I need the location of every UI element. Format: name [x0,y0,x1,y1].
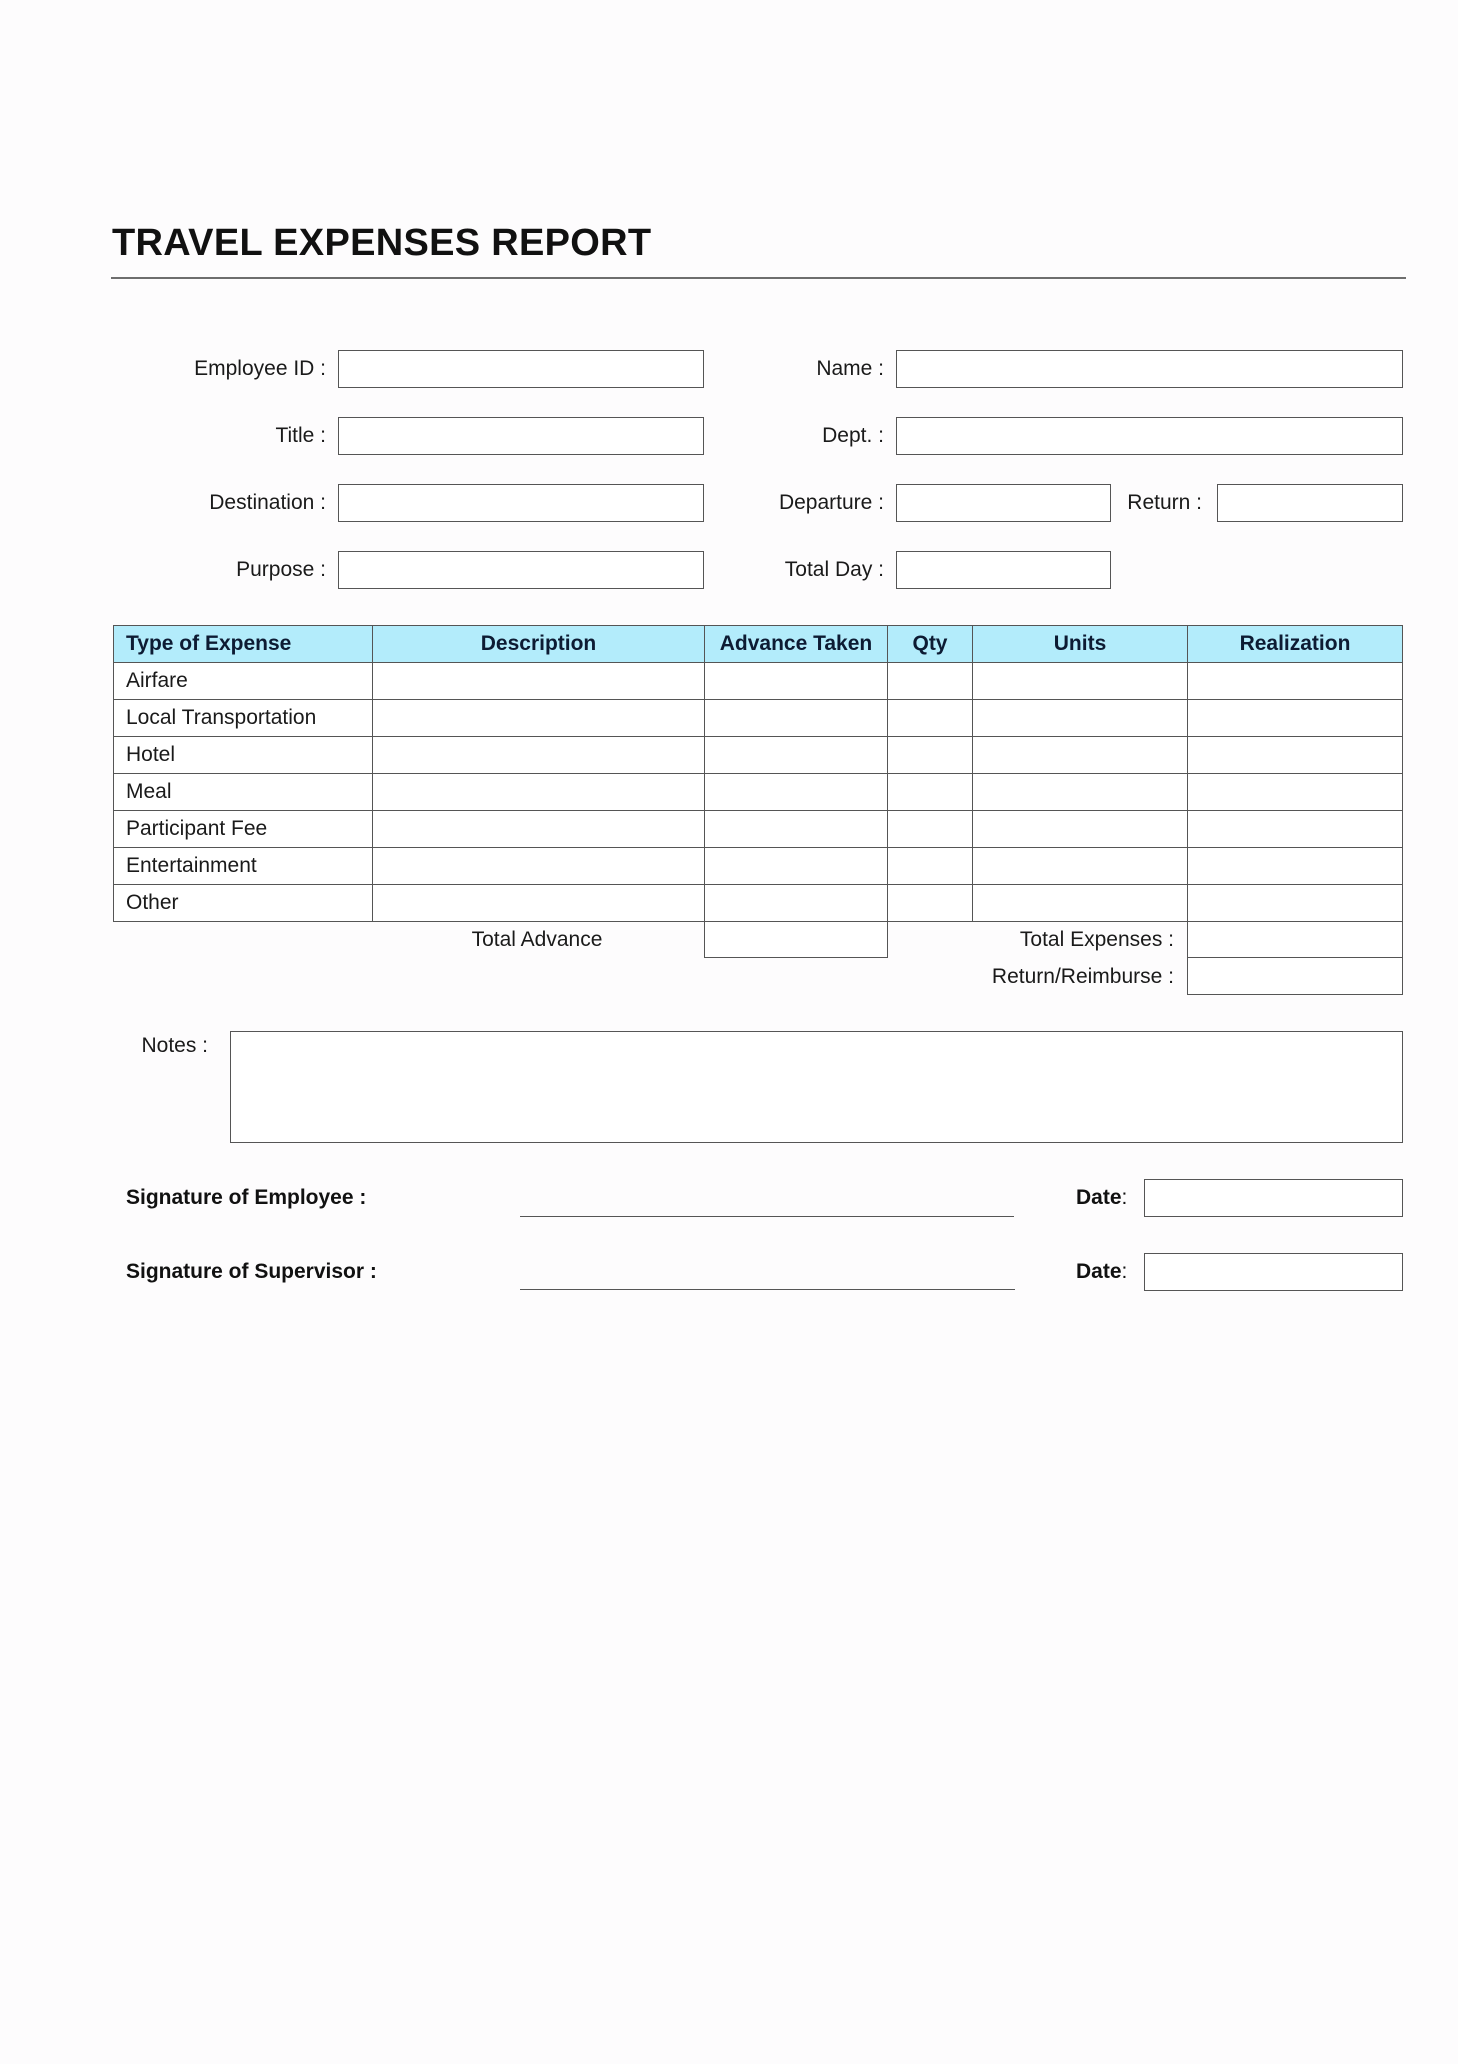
expense-type-cell: Local Transportation [114,700,373,737]
realization-cell[interactable] [1188,737,1403,774]
notes-label: Notes : [141,1034,208,1057]
total-advance-field[interactable] [704,921,888,958]
employee-id-label: Employee ID : [194,357,326,380]
qty-cell[interactable] [888,774,973,811]
return-reimburse-label: Return/Reimburse : [991,965,1174,988]
return-reimburse-field[interactable] [1187,957,1403,995]
description-cell[interactable] [373,774,705,811]
advance-taken-cell[interactable] [705,700,888,737]
table-row [114,700,1403,737]
title-label: Title : [275,424,326,447]
qty-cell[interactable] [888,700,973,737]
return-field[interactable] [1217,484,1403,522]
date-label-colon: : [1121,1186,1128,1209]
expense-type-cell: Meal [114,774,373,811]
expense-table-header [114,626,1403,663]
report-title: TRAVEL EXPENSES REPORT [112,222,652,264]
destination-field[interactable] [338,484,704,522]
description-cell[interactable] [373,848,705,885]
qty-cell[interactable] [888,885,973,922]
expense-type-cell: Other [114,885,373,922]
advance-taken-cell[interactable] [705,774,888,811]
expense-table [113,625,1403,922]
table-row [114,811,1403,848]
qty-cell[interactable] [888,663,973,700]
employee-signature-line[interactable] [520,1216,1014,1217]
qty-cell[interactable] [888,737,973,774]
advance-taken-cell[interactable] [705,737,888,774]
description-cell[interactable] [373,700,705,737]
title-field[interactable] [338,417,704,455]
column-header-description: Description [373,626,705,663]
advance-taken-cell[interactable] [705,663,888,700]
units-cell[interactable] [973,663,1188,700]
total-expenses-field[interactable] [1187,921,1403,958]
name-field[interactable] [896,350,1403,388]
employee-id-field[interactable] [338,350,704,388]
name-label: Name : [816,357,884,380]
purpose-label: Purpose : [236,558,326,581]
supervisor-date-label [1076,1259,1127,1285]
units-cell[interactable] [973,848,1188,885]
units-cell[interactable] [973,885,1188,922]
employee-signature-label: Signature of Employee : [126,1186,367,1209]
units-cell[interactable] [973,774,1188,811]
date-label-text: Date [1076,1260,1122,1283]
column-header-qty: Qty [888,626,973,663]
units-cell[interactable] [973,737,1188,774]
expense-type-cell: Participant Fee [114,811,373,848]
expense-type-cell: Entertainment [114,848,373,885]
employee-date-label [1076,1185,1127,1211]
units-cell[interactable] [973,700,1188,737]
realization-cell[interactable] [1188,811,1403,848]
purpose-field[interactable] [338,551,704,589]
column-header-realization: Realization [1188,626,1403,663]
table-row [114,774,1403,811]
supervisor-signature-line[interactable] [520,1289,1015,1290]
departure-field[interactable] [896,484,1111,522]
total-day-field[interactable] [896,551,1111,589]
total-advance-label: Total Advance [471,928,603,951]
total-expenses-label: Total Expenses : [1019,928,1174,951]
column-header-advance-taken: Advance Taken [705,626,888,663]
dept-label: Dept. : [822,424,884,447]
date-label-colon: : [1121,1260,1128,1283]
column-header-units: Units [973,626,1188,663]
qty-cell[interactable] [888,811,973,848]
realization-cell[interactable] [1188,700,1403,737]
column-header-type: Type of Expense [114,626,373,663]
units-cell[interactable] [973,811,1188,848]
dept-field[interactable] [896,417,1403,455]
expense-type-cell: Hotel [114,737,373,774]
realization-cell[interactable] [1188,663,1403,700]
return-label: Return : [1127,491,1202,514]
employee-date-field[interactable] [1144,1179,1403,1217]
date-label-text: Date [1076,1186,1122,1209]
table-row [114,737,1403,774]
table-row [114,848,1403,885]
description-cell[interactable] [373,811,705,848]
destination-label: Destination : [209,491,326,514]
table-row [114,663,1403,700]
description-cell[interactable] [373,663,705,700]
advance-taken-cell[interactable] [705,885,888,922]
realization-cell[interactable] [1188,885,1403,922]
realization-cell[interactable] [1188,774,1403,811]
description-cell[interactable] [373,885,705,922]
supervisor-date-field[interactable] [1144,1253,1403,1291]
realization-cell[interactable] [1188,848,1403,885]
notes-field[interactable] [230,1031,1403,1143]
advance-taken-cell[interactable] [705,848,888,885]
supervisor-signature-label: Signature of Supervisor : [126,1260,377,1283]
table-row [114,885,1403,922]
title-divider [111,277,1406,279]
advance-taken-cell[interactable] [705,811,888,848]
total-day-label: Total Day : [784,558,884,581]
expense-type-cell: Airfare [114,663,373,700]
departure-label: Departure : [778,491,884,514]
qty-cell[interactable] [888,848,973,885]
description-cell[interactable] [373,737,705,774]
